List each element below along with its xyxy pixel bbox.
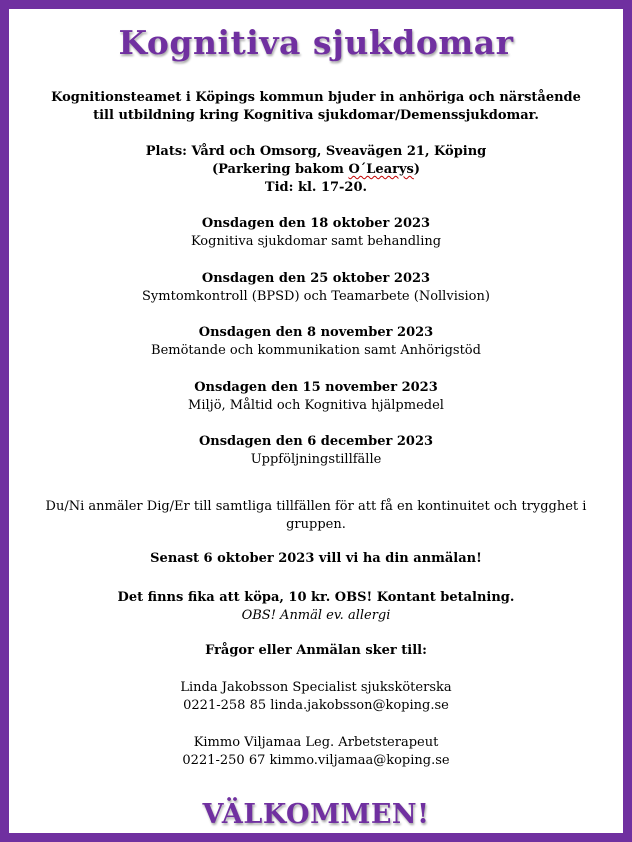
session-topic: Kognitiva sjukdomar samt behandling: [190, 234, 442, 249]
venue-parking: [29, 161, 603, 179]
registration-note: [29, 498, 603, 534]
session-topic: Bemötande och kommunikation samt Anhörigstöd: [151, 343, 481, 358]
session-topic: Uppföljningstillfälle: [250, 452, 382, 467]
session-date: Onsdagen den 18 oktober 2023: [201, 216, 431, 231]
fika-text: Det finns fika att köpa, 10 kr. OBS! Kontant betalning.: [117, 590, 515, 605]
session-date: Onsdagen den 6 december 2023: [198, 434, 434, 449]
session-item: [29, 433, 603, 469]
contact-item: [29, 679, 603, 715]
page-title: Kognitiva sjukdomar: [118, 23, 514, 62]
session-item: [29, 215, 603, 251]
parking-prefix: (Parkering bakom: [211, 162, 349, 177]
session-topic: Symtomkontroll (BPSD) och Teamarbete (Nollvision): [142, 289, 490, 304]
contact-item: [29, 734, 603, 770]
welcome-banner: VÄLKOMMEN!: [202, 799, 430, 830]
deadline-text: Senast 6 oktober 2023 vill vi ha din anmälan!: [150, 551, 482, 566]
session-topic: Miljö, Måltid och Kognitiva hjälpmedel: [188, 398, 444, 413]
contact-name: Linda Jakobsson Specialist sjuksköterska: [180, 680, 452, 695]
session-item: [29, 270, 603, 306]
venue-place: Plats: Vård och Omsorg, Sveavägen 21, Köping: [145, 144, 487, 159]
contact-heading-text: Frågor eller Anmälan sker till:: [205, 643, 427, 658]
registration-line: gruppen.: [286, 517, 346, 532]
session-date: Onsdagen den 25 oktober 2023: [201, 271, 431, 286]
fika-info: [29, 589, 603, 625]
contact-phone-email[interactable]: 0221-258 85 linda.jakobsson@koping.se: [183, 698, 449, 713]
session-date: Onsdagen den 15 november 2023: [194, 380, 438, 395]
contact-phone-email[interactable]: 0221-250 67 kimmo.viljamaa@koping.se: [182, 753, 450, 768]
venue-info: [29, 143, 603, 197]
contact-name: Kimmo Viljamaa Leg. Arbetsterapeut: [193, 735, 439, 750]
session-item: [29, 324, 603, 360]
session-date: Onsdagen den 8 november 2023: [198, 325, 434, 340]
registration-line: Du/Ni anmäler Dig/Er till samtliga tillfällen för att få en kontinuitet och trygghet i: [45, 499, 587, 514]
intro-paragraph: [29, 89, 603, 125]
venue-time: Tid: kl. 17-20.: [264, 180, 368, 195]
deadline-notice: [29, 550, 603, 568]
contact-heading: [29, 642, 603, 660]
parking-suffix: ): [413, 162, 420, 177]
intro-line: Kognitionsteamet i Köpings kommun bjuder in anhöriga och närstående: [51, 90, 581, 105]
intro-line: till utbildning kring Kognitiva sjukdomar/Demenssjukdomar.: [93, 108, 539, 123]
session-item: [29, 379, 603, 415]
parking-name: O´Learys: [348, 162, 414, 177]
allergy-note: OBS! Anmäl ev. allergi: [241, 608, 391, 623]
